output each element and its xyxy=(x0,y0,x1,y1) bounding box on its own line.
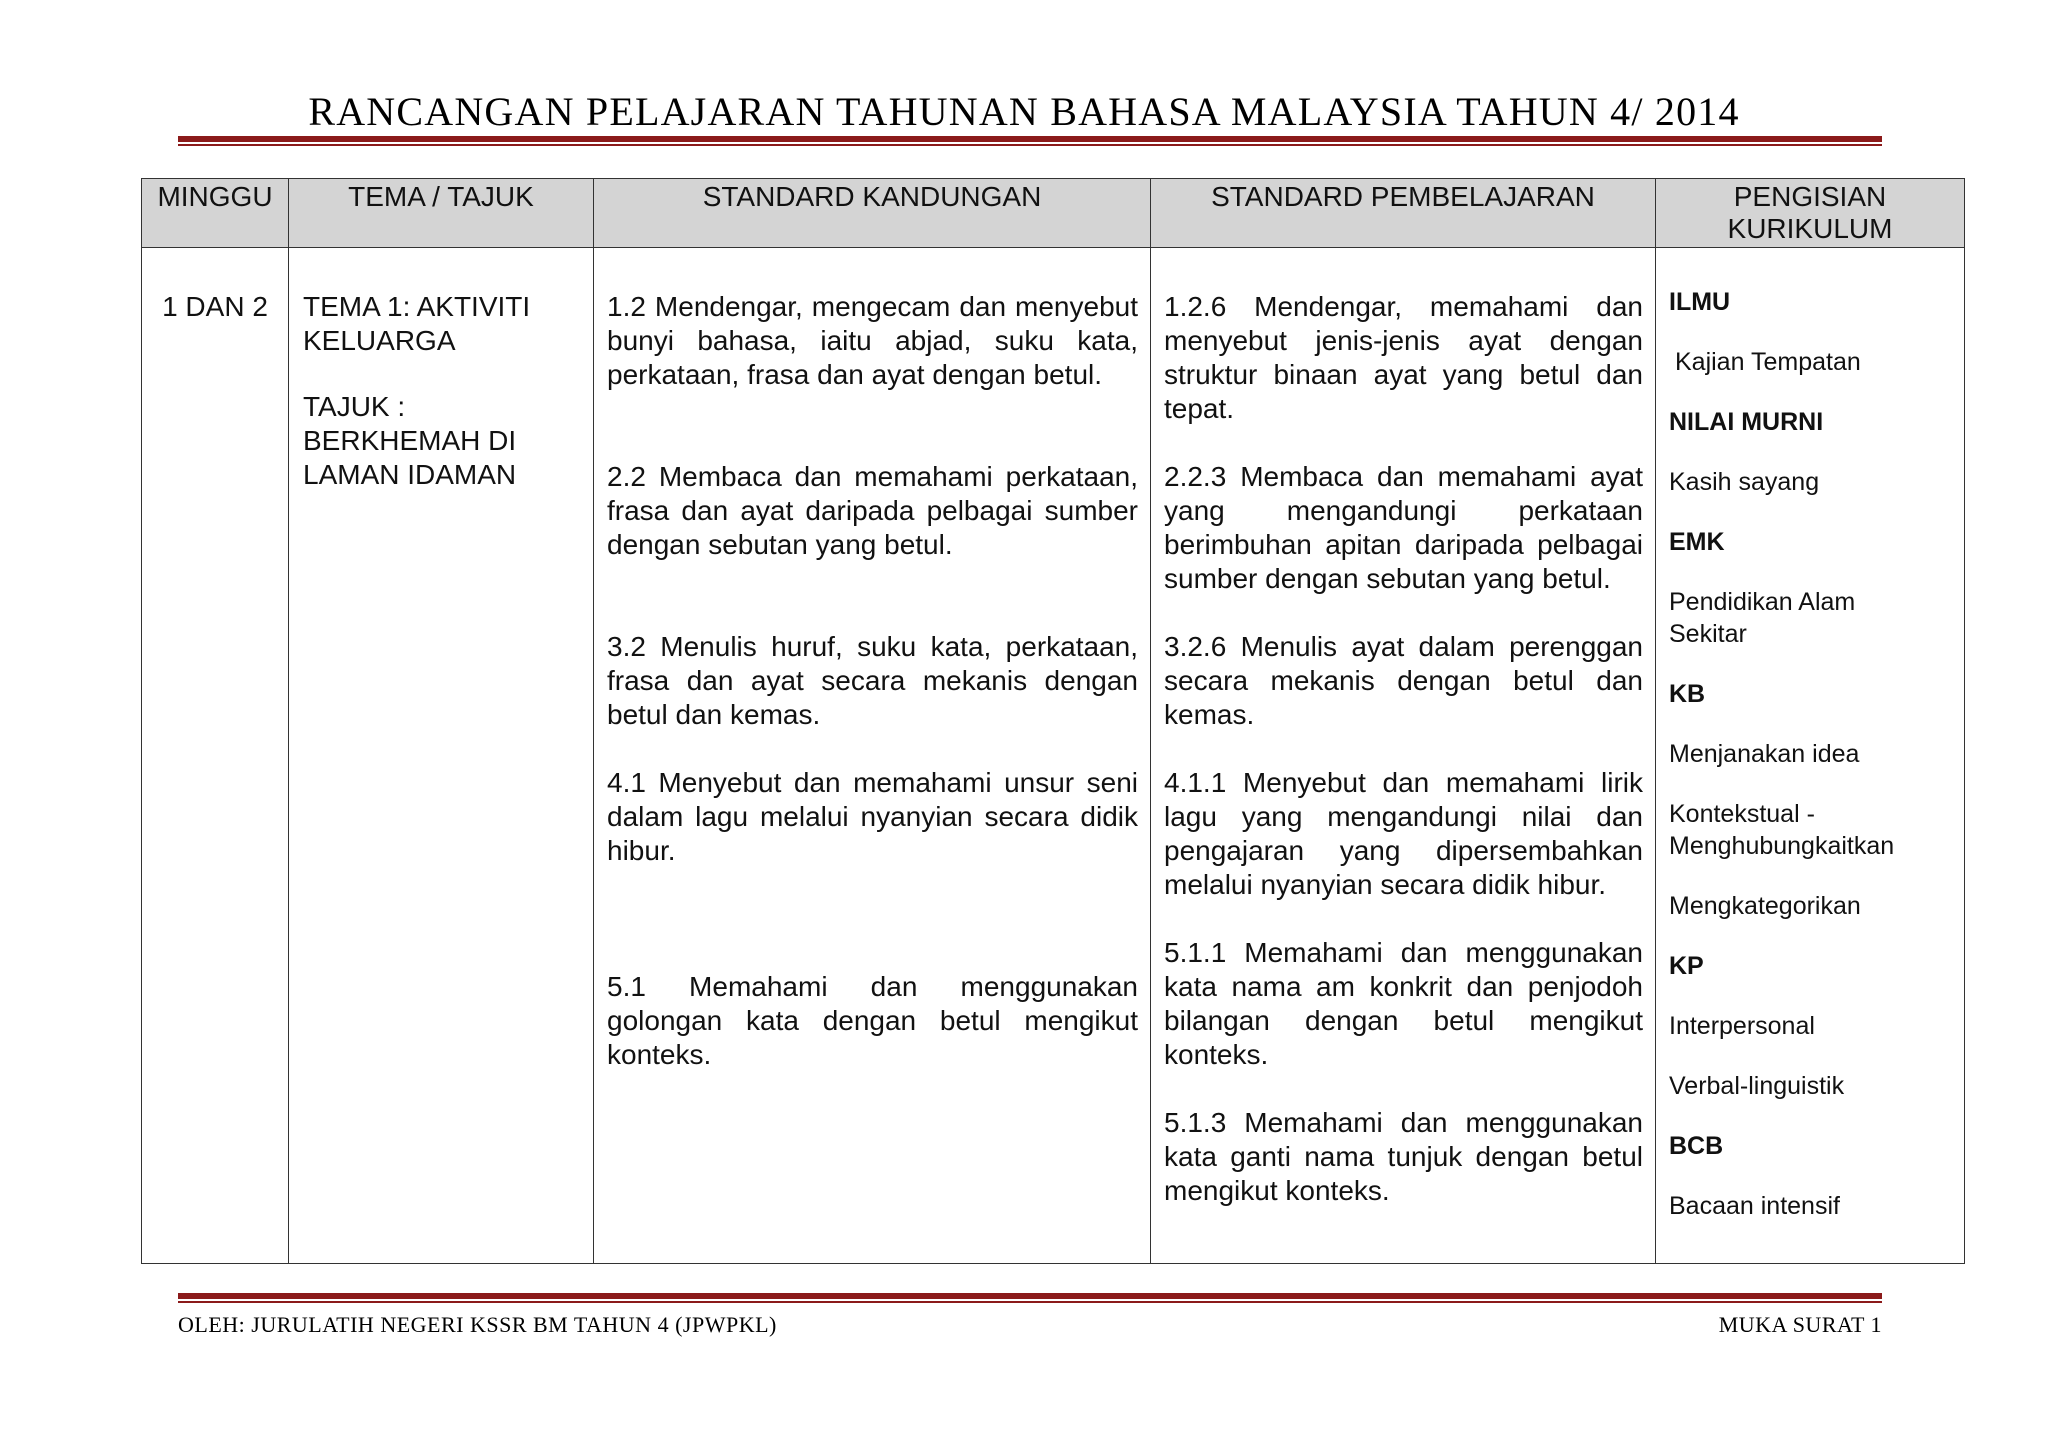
lesson-plan-table xyxy=(141,178,1965,1264)
cell-minggu: 1 DAN 2 xyxy=(142,248,289,1264)
pengisian-value-emk: Pendidikan Alam Sekitar xyxy=(1669,588,1856,648)
sp-item: 1.2.6 Mendengar, memahami dan menyebut jenis-jenis ayat dengan struktur binaan ayat yang betul dan tepat. xyxy=(1164,291,1643,424)
pengisian-value-bcb: Bacaan intensif xyxy=(1669,1192,1840,1220)
document-title: RANCANGAN PELAJARAN TAHUNAN BAHASA MALAYSIA TAHUN 4/ 2014 xyxy=(308,89,1740,134)
footer-divider xyxy=(178,1293,1882,1303)
tajuk-text: TAJUK : BERKHEMAH DI LAMAN IDAMAN xyxy=(303,391,517,490)
table-row xyxy=(142,248,1965,1264)
footer-author: OLEH: JURULATIH NEGERI KSSR BM TAHUN 4 (JPWPKL) xyxy=(178,1312,777,1337)
pengisian-heading-emk: EMK xyxy=(1669,528,1725,556)
header-minggu: MINGGU xyxy=(142,179,289,248)
pengisian-heading-ilmu: ILMU xyxy=(1669,288,1731,316)
table-header-row xyxy=(142,179,1965,248)
footer-page-number: MUKA SURAT 1 xyxy=(1718,1312,1882,1337)
pengisian-value-kp-2: Verbal-linguistik xyxy=(1669,1072,1845,1100)
sk-item: 1.2 Mendengar, mengecam dan menyebut bunyi bahasa, iaitu abjad, suku kata, perkataan, frasa dan ayat dengan betul. xyxy=(607,291,1138,390)
sp-item: 3.2.6 Menulis ayat dalam perenggan secara mekanis dengan betul dan kemas. xyxy=(1164,631,1643,730)
pengisian-heading-nilai: NILAI MURNI xyxy=(1669,408,1824,436)
cell-tema-tajuk xyxy=(289,248,594,1264)
sp-item: 5.1.1 Memahami dan menggunakan kata nama am konkrit dan penjodoh bilangan dengan betul mengikut konteks. xyxy=(1164,937,1643,1070)
sk-item: 3.2 Menulis huruf, suku kata, perkataan, frasa dan ayat secara mekanis dengan betul dan kemas. xyxy=(607,631,1138,730)
pengisian-heading-kb: KB xyxy=(1669,680,1706,708)
header-tema-tajuk: TEMA / TAJUK xyxy=(289,179,594,248)
pengisian-value-kb-3: Mengkategorikan xyxy=(1669,892,1861,920)
cell-pengisian-kurikulum xyxy=(1656,248,1965,1264)
pengisian-value-nilai: Kasih sayang xyxy=(1669,468,1820,496)
cell-standard-kandungan xyxy=(594,248,1151,1264)
sk-item: 4.1 Menyebut dan memahami unsur seni dalam lagu melalui nyanyian secara didik hibur. xyxy=(607,767,1138,866)
cell-standard-pembelajaran xyxy=(1151,248,1656,1264)
pengisian-heading-kp: KP xyxy=(1669,952,1704,980)
sk-item: 5.1 Memahami dan menggunakan golongan kata dengan betul mengikut konteks. xyxy=(607,971,1138,1070)
pengisian-value-ilmu: Kajian Tempatan xyxy=(1675,348,1861,376)
pengisian-value-kp-1: Interpersonal xyxy=(1669,1012,1815,1040)
tema-text: TEMA 1: AKTIVITI KELUARGA xyxy=(303,291,531,356)
pengisian-value-kb-2: Kontekstual -Menghubungkaitkan xyxy=(1669,800,1895,860)
pengisian-value-kb-1: Menjanakan idea xyxy=(1669,740,1860,768)
header-standard-kandungan: STANDARD KANDUNGAN xyxy=(594,179,1151,248)
sk-item: 2.2 Membaca dan memahami perkataan, frasa dan ayat daripada pelbagai sumber dengan sebutan yang betul. xyxy=(607,461,1138,560)
sp-item: 4.1.1 Menyebut dan memahami lirik lagu yang mengandungi nilai dan pengajaran yang dipersembahkan melalui nyanyian secara didik hibur. xyxy=(1164,767,1643,900)
sp-item: 5.1.3 Memahami dan menggunakan kata ganti nama tunjuk dengan betul mengikut konteks. xyxy=(1164,1107,1643,1206)
header-divider xyxy=(178,136,1882,146)
pengisian-heading-bcb: BCB xyxy=(1669,1132,1724,1160)
header-pengisian-kurikulum: PENGISIAN KURIKULUM xyxy=(1656,179,1965,248)
sp-item: 2.2.3 Membaca dan memahami ayat yang mengandungi perkataan berimbuhan apitan daripada pelbagai sumber dengan sebutan yang betul. xyxy=(1164,461,1643,594)
header-standard-pembelajaran: STANDARD PEMBELAJARAN xyxy=(1151,179,1656,248)
